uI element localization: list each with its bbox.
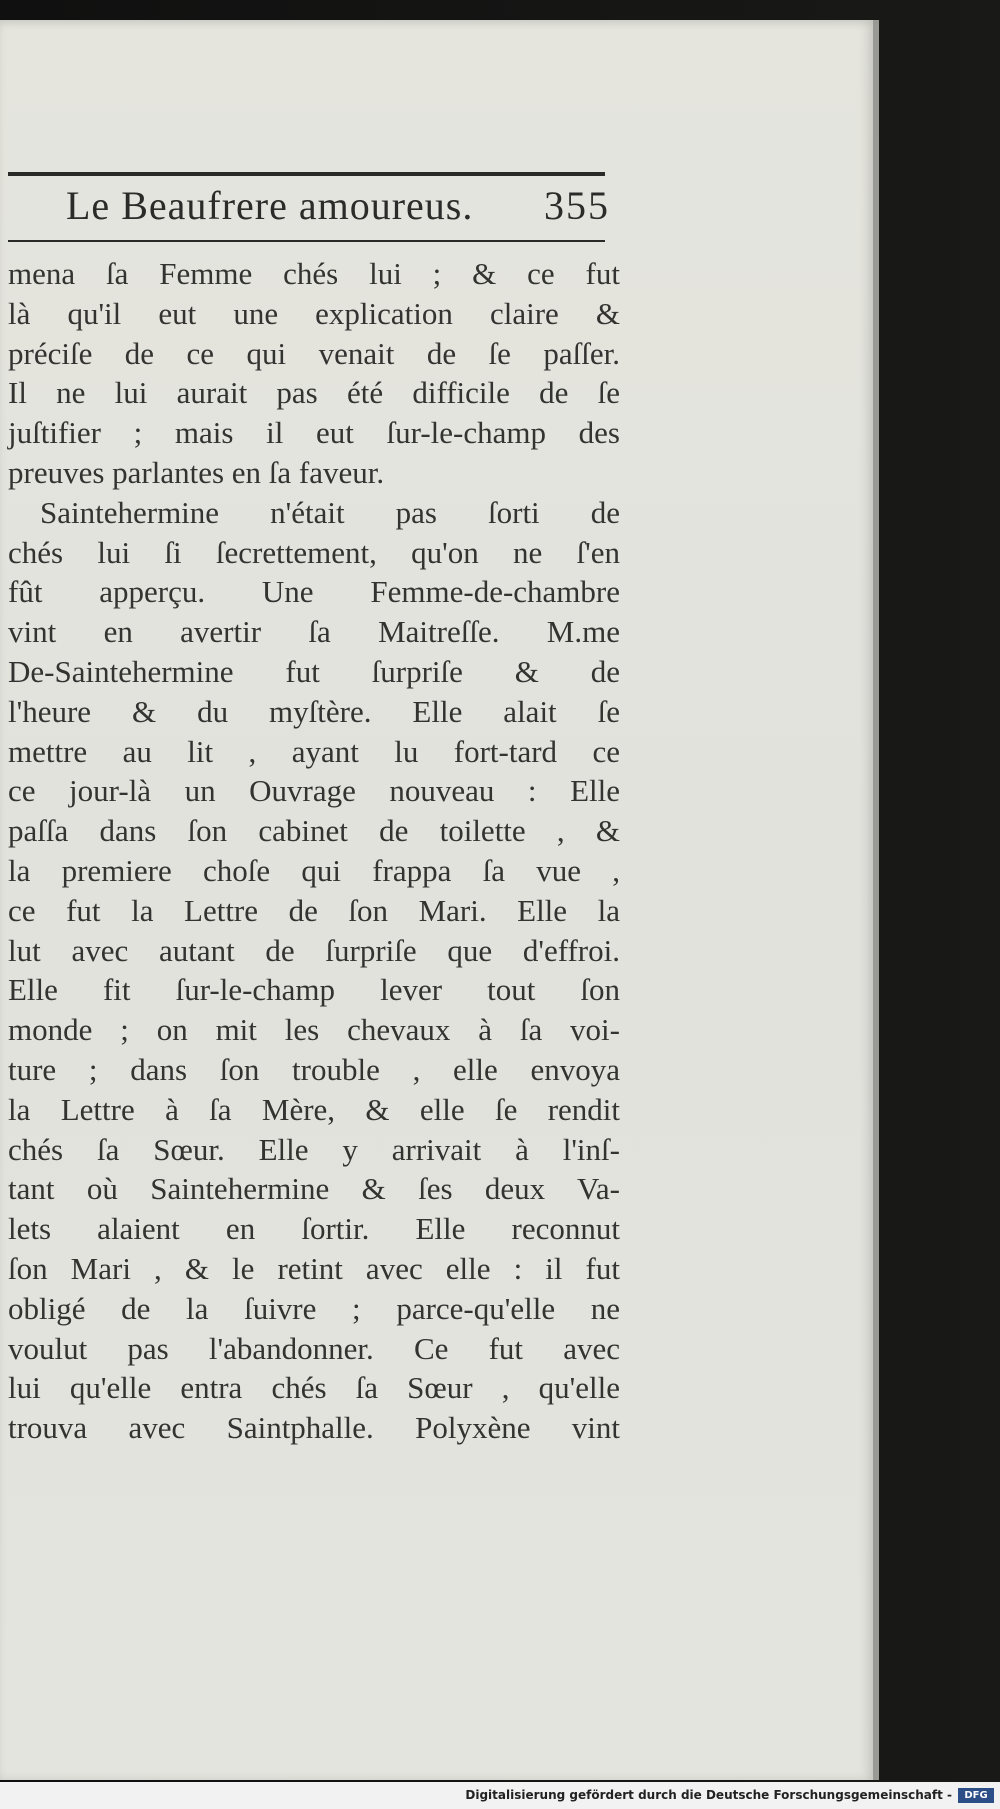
digitization-footer: [0, 1782, 1000, 1809]
text-line: Elle fit ſur-le-champ lever tout ſon: [8, 972, 620, 1008]
text-line: la premiere choſe qui frappa ſa vue ,: [8, 852, 620, 888]
text-line: monde ; on mit les chevaux à ſa voi-: [8, 1012, 620, 1048]
text-line: preuves parlantes en ſa faveur.: [8, 454, 385, 490]
digitization-credit: Digitalisierung gefördert durch die Deutsche Forschungsgemeinschaft -: [465, 1788, 952, 1802]
running-title: Le Beaufrere amoureus.: [66, 183, 474, 228]
text-line: la Lettre à ſa Mère, & elle ſe rendit: [8, 1091, 620, 1127]
text-line: chés lui ſi ſecrettement, qu'on ne ſ'en: [8, 534, 620, 570]
text-line: trouva avec Saintphalle. Polyxène vint: [8, 1410, 620, 1446]
text-line: lets alaient en ſortir. Elle reconnut: [8, 1211, 620, 1247]
text-line: voulut pas l'abandonner. Ce fut avec: [8, 1330, 620, 1366]
text-line: vint en avertir ſa Maitreſſe. M.me: [8, 614, 620, 650]
text-line: là qu'il eut une explication claire &: [8, 295, 620, 331]
text-line: Il ne lui aurait pas été difficile de ſe: [8, 375, 620, 411]
text-line: obligé de la ſuivre ; parce-qu'elle ne: [8, 1290, 620, 1326]
text-line: De-Saintehermine fut ſurpriſe & de: [8, 653, 620, 689]
running-head: [66, 182, 626, 234]
text-line: l'heure & du myſtère. Elle alait ſe: [8, 693, 620, 729]
text-line: lut avec autant de ſurpriſe que d'effroi.: [8, 932, 620, 968]
text-line: juſtifier ; mais il eut ſur-le-champ des: [8, 415, 620, 451]
body-text: [8, 254, 620, 1448]
text-line: tant où Saintehermine & ſes deux Va-: [8, 1171, 620, 1207]
text-line: lui qu'elle entra chés ſa Sœur , qu'elle: [8, 1370, 620, 1406]
text-line: paſſa dans ſon cabinet de toilette , &: [8, 813, 620, 849]
dfg-logo: DFG: [958, 1788, 994, 1803]
text-line: fût apperçu. Une Femme-de-chambre: [8, 574, 620, 610]
text-line: mettre au lit , ayant lu fort-tard ce: [8, 733, 620, 769]
text-line: ce fut la Lettre de ſon Mari. Elle la: [8, 892, 620, 928]
page-number: 355: [544, 183, 610, 228]
text-line: mena ſa Femme chés lui ; & ce fut: [8, 256, 620, 291]
header-rule-bottom: [8, 240, 605, 242]
text-line: ce jour-là un Ouvrage nouveau : Elle: [8, 773, 620, 809]
text-line: préciſe de ce qui venait de ſe paſſer.: [8, 335, 620, 371]
page-edge: [873, 20, 879, 1780]
text-line: Saintehermine n'était pas ſorti de: [40, 494, 620, 530]
text-line: ſon Mari , & le retint avec elle : il fut: [8, 1250, 620, 1286]
text-line: ture ; dans ſon trouble , elle envoya: [8, 1051, 620, 1087]
header-rule-top: [8, 172, 605, 176]
text-line: chés ſa Sœur. Elle y arrivait à l'inſ-: [8, 1131, 620, 1167]
